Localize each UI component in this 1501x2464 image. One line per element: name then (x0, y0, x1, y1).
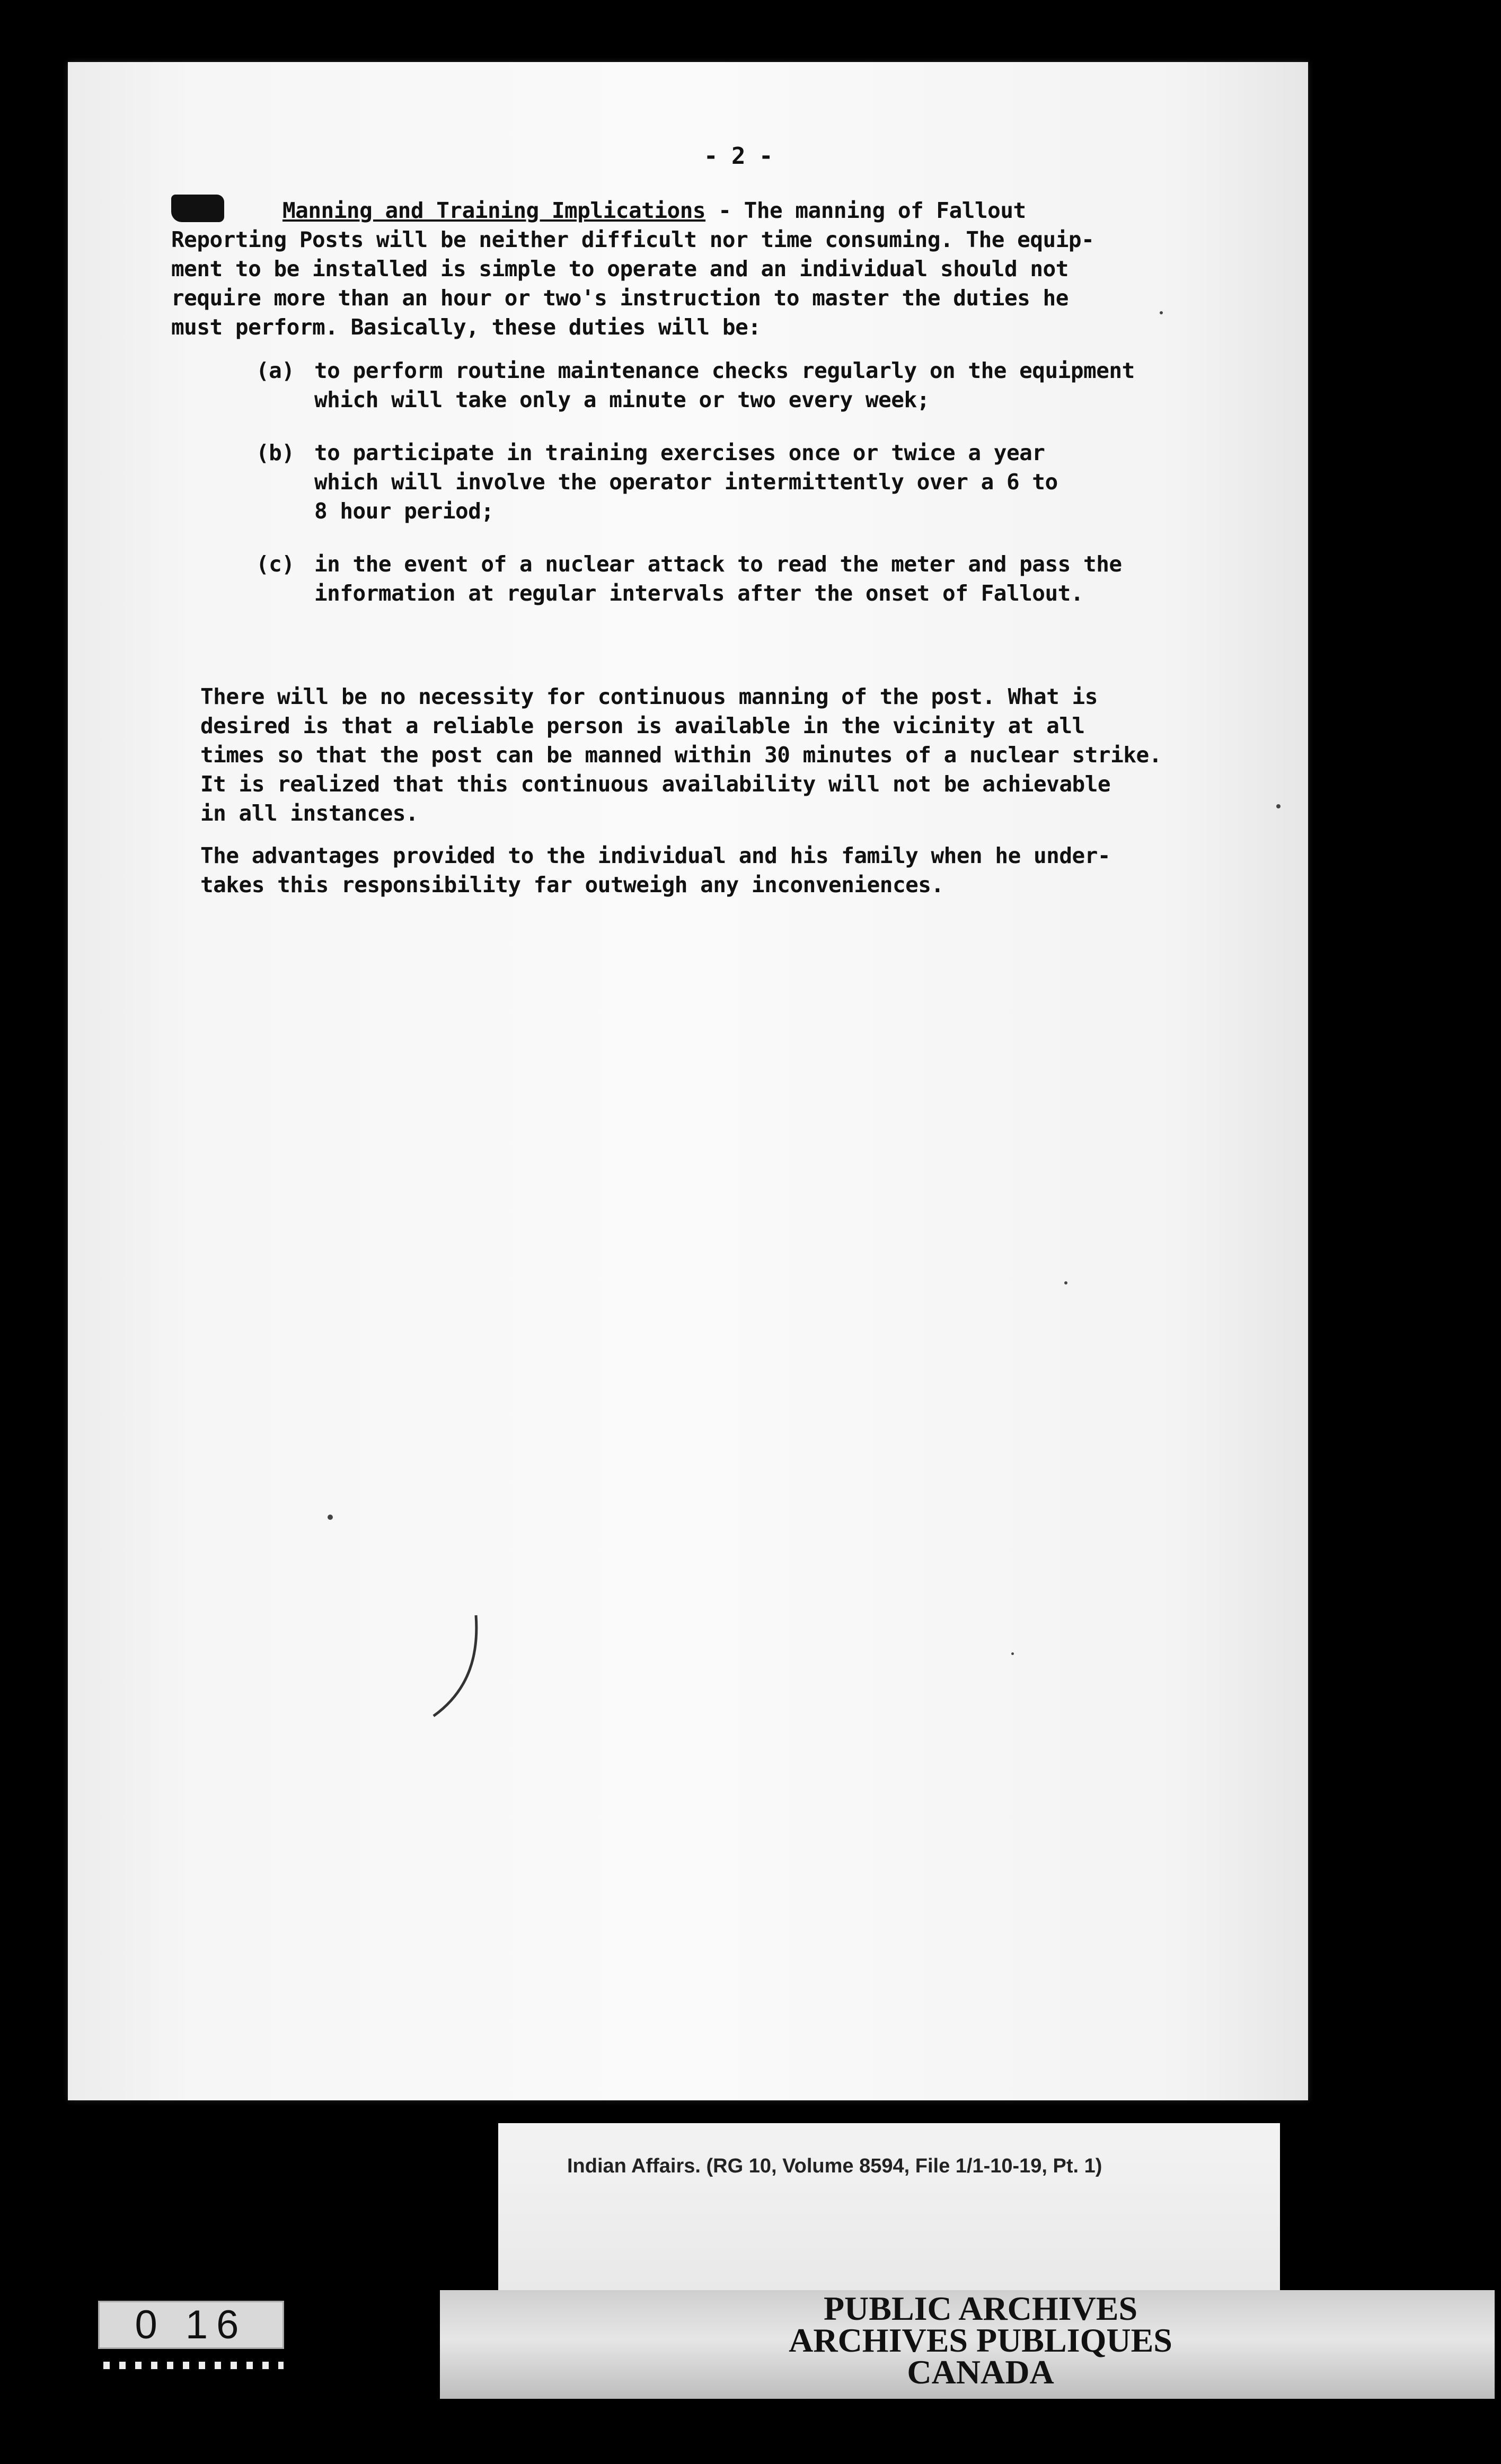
para2-line-1: desired is that a reliable person is available in the vicinity at all (200, 713, 1085, 738)
item-c-line-1: information at regular intervals after the onset of Fallout. (314, 580, 1084, 606)
stamp-line-3: CANADA (907, 2353, 1054, 2391)
paragraph-first-line (171, 195, 1094, 225)
pen-mark (428, 1610, 492, 1727)
film-sprocket-marks (103, 2362, 284, 2369)
section-heading: Manning and Training Implications (282, 198, 706, 223)
page-number: - 2 - (704, 143, 773, 170)
para1-line-2: ment to be installed is simple to operate and an individual should not (171, 256, 1069, 281)
para1-line-1: Reporting Posts will be neither difficult nor time consuming. The equip- (171, 227, 1094, 252)
list-item-a (256, 356, 1135, 415)
archive-reference-card (498, 2123, 1280, 2303)
para1-line-3: require more than an hour or two's instruction to master the duties he (171, 285, 1069, 311)
para2-line-0: There will be no necessity for continuous manning of the post. What is (200, 684, 1098, 709)
para2-line-2: times so that the post can be manned within 30 minutes of a nuclear strike. (200, 742, 1162, 768)
list-item-c (256, 550, 1122, 608)
paragraph-advantages (200, 841, 1110, 900)
para2-line-3: It is realized that this continuous availability will not be achievable (200, 771, 1111, 797)
archive-reference: Indian Affairs. (RG 10, Volume 8594, File 1/1-10-19, Pt. 1) (567, 2155, 1102, 2177)
stamp-line-1: PUBLIC ARCHIVES (823, 2290, 1138, 2327)
item-a-line-1: which will take only a minute or two every week; (314, 387, 930, 412)
item-b-line-1: which will involve the operator intermittently over a 6 to (314, 469, 1058, 495)
item-b-letter: (b) (256, 440, 295, 465)
paragraph-manning (171, 195, 1094, 342)
document-page (68, 62, 1308, 2100)
para2-line-4: in all instances. (200, 800, 419, 826)
paragraph-continuous-manning (200, 682, 1162, 828)
para1-line-0: - The manning of Fallout (718, 198, 1026, 223)
item-b-line-2: 8 hour period; (314, 498, 494, 524)
redacted-number-mark (171, 195, 224, 222)
item-c-line-0: in the event of a nuclear attack to read the meter and pass the (314, 551, 1122, 577)
item-a-letter: (a) (256, 358, 295, 383)
item-a-line-0: to perform routine maintenance checks regularly on the equipment (314, 358, 1135, 383)
item-c-letter: (c) (256, 551, 295, 577)
para3-line-1: takes this responsibility far outweigh any inconveniences. (200, 872, 944, 897)
archive-stamp (742, 2290, 1219, 2391)
film-frame-label: 0 16 (98, 2301, 284, 2349)
stamp-line-2: ARCHIVES PUBLIQUES (789, 2321, 1172, 2359)
para3-line-0: The advantages provided to the individual and his family when he under- (200, 843, 1111, 868)
item-b-line-0: to participate in training exercises once or twice a year (314, 440, 1045, 465)
para1-line-4: must perform. Basically, these duties will be: (171, 314, 761, 340)
list-item-b (256, 438, 1058, 526)
